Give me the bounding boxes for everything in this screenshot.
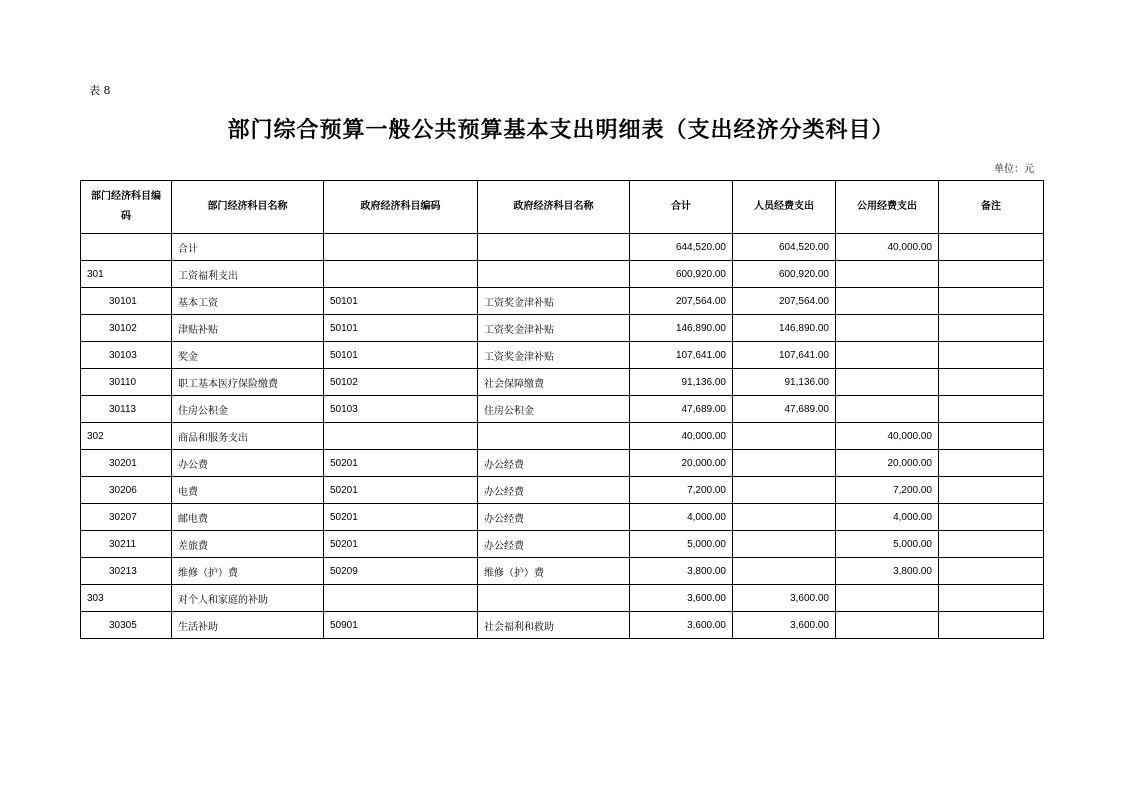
header-note: 备注 [939,181,1044,234]
cell-total: 3,600.00 [630,585,733,612]
cell-total: 47,689.00 [630,396,733,423]
cell-gov-name [478,585,630,612]
cell-personnel: 604,520.00 [733,234,836,261]
header-dept-name: 部门经济科目名称 [172,181,324,234]
cell-public [836,585,939,612]
cell-gov-name: 社会保障缴费 [478,369,630,396]
cell-personnel [733,504,836,531]
cell-note [939,261,1044,288]
cell-total: 644,520.00 [630,234,733,261]
cell-note [939,531,1044,558]
cell-gov-code: 50201 [324,450,478,477]
cell-dept-code: 30103 [81,342,172,369]
cell-dept-name: 电费 [172,477,324,504]
table-row [81,396,1044,423]
cell-total: 146,890.00 [630,315,733,342]
table-row [81,585,1044,612]
cell-dept-code: 30207 [81,504,172,531]
cell-total: 20,000.00 [630,450,733,477]
cell-dept-name: 工资福利支出 [172,261,324,288]
cell-dept-name: 基本工资 [172,288,324,315]
budget-table [80,180,1044,639]
cell-gov-code: 50101 [324,342,478,369]
cell-public: 40,000.00 [836,423,939,450]
cell-gov-name: 工资奖金津补贴 [478,315,630,342]
cell-note [939,423,1044,450]
cell-gov-name [478,234,630,261]
cell-gov-code: 50201 [324,531,478,558]
cell-dept-code: 30201 [81,450,172,477]
table-number: 表 8 [89,84,111,97]
cell-public: 20,000.00 [836,450,939,477]
cell-dept-name: 对个人和家庭的补助 [172,585,324,612]
cell-gov-code [324,234,478,261]
header-total: 合计 [630,181,733,234]
cell-public [836,396,939,423]
cell-total: 91,136.00 [630,369,733,396]
cell-gov-name: 办公经费 [478,504,630,531]
cell-dept-name: 维修（护）费 [172,558,324,585]
cell-personnel [733,558,836,585]
cell-public [836,342,939,369]
cell-dept-name: 合计 [172,234,324,261]
cell-gov-name: 办公经费 [478,450,630,477]
cell-dept-code: 301 [81,261,172,288]
cell-total: 3,600.00 [630,612,733,639]
cell-dept-name: 办公费 [172,450,324,477]
cell-dept-name: 津贴补贴 [172,315,324,342]
cell-personnel: 600,920.00 [733,261,836,288]
cell-dept-name: 邮电费 [172,504,324,531]
cell-total: 5,000.00 [630,531,733,558]
header-gov-code: 政府经济科目编码 [324,181,478,234]
cell-total: 40,000.00 [630,423,733,450]
table-row [81,288,1044,315]
cell-total: 3,800.00 [630,558,733,585]
cell-note [939,504,1044,531]
cell-gov-code: 50901 [324,612,478,639]
cell-gov-code: 50102 [324,369,478,396]
cell-note [939,585,1044,612]
cell-dept-code: 30113 [81,396,172,423]
cell-dept-code: 30101 [81,288,172,315]
table-row [81,261,1044,288]
cell-note [939,477,1044,504]
cell-public [836,315,939,342]
cell-dept-code: 30206 [81,477,172,504]
cell-gov-code [324,585,478,612]
cell-dept-code: 30213 [81,558,172,585]
cell-dept-code: 303 [81,585,172,612]
table-header-row [81,181,1044,234]
cell-gov-code: 50103 [324,396,478,423]
cell-personnel: 207,564.00 [733,288,836,315]
cell-personnel [733,423,836,450]
cell-total: 4,000.00 [630,504,733,531]
cell-note [939,342,1044,369]
cell-note [939,369,1044,396]
table-body [81,234,1044,639]
cell-personnel: 107,641.00 [733,342,836,369]
cell-personnel: 91,136.00 [733,369,836,396]
cell-public: 4,000.00 [836,504,939,531]
cell-public [836,261,939,288]
cell-gov-name: 工资奖金津补贴 [478,288,630,315]
cell-public: 40,000.00 [836,234,939,261]
table-row [81,450,1044,477]
header-dept-code: 部门经济科目编码 [81,181,172,234]
header-public: 公用经费支出 [836,181,939,234]
cell-note [939,234,1044,261]
cell-gov-name: 维修（护）费 [478,558,630,585]
cell-gov-name [478,423,630,450]
cell-personnel: 146,890.00 [733,315,836,342]
table-row [81,612,1044,639]
cell-dept-code: 30305 [81,612,172,639]
cell-note [939,396,1044,423]
cell-personnel [733,531,836,558]
cell-note [939,288,1044,315]
table-row [81,369,1044,396]
cell-gov-name: 工资奖金津补贴 [478,342,630,369]
table-row [81,504,1044,531]
cell-total: 107,641.00 [630,342,733,369]
header-gov-name: 政府经济科目名称 [478,181,630,234]
cell-gov-name: 住房公积金 [478,396,630,423]
cell-personnel: 3,600.00 [733,612,836,639]
cell-personnel [733,450,836,477]
cell-dept-name: 商品和服务支出 [172,423,324,450]
cell-dept-name: 住房公积金 [172,396,324,423]
table-row [81,558,1044,585]
cell-gov-code [324,261,478,288]
cell-gov-code [324,423,478,450]
cell-note [939,612,1044,639]
cell-gov-name: 办公经费 [478,477,630,504]
page-title: 部门综合预算一般公共预算基本支出明细表（支出经济分类科目） [227,118,895,143]
cell-total: 600,920.00 [630,261,733,288]
cell-note [939,315,1044,342]
cell-personnel [733,477,836,504]
cell-dept-code [81,234,172,261]
table-row [81,477,1044,504]
cell-dept-name: 差旅费 [172,531,324,558]
cell-dept-name: 奖金 [172,342,324,369]
cell-gov-code: 50101 [324,288,478,315]
cell-dept-code: 30211 [81,531,172,558]
cell-public [836,288,939,315]
cell-dept-code: 30102 [81,315,172,342]
cell-total: 207,564.00 [630,288,733,315]
table-row [81,315,1044,342]
cell-dept-name: 职工基本医疗保险缴费 [172,369,324,396]
cell-personnel: 47,689.00 [733,396,836,423]
cell-personnel: 3,600.00 [733,585,836,612]
cell-gov-code: 50101 [324,315,478,342]
cell-dept-code: 302 [81,423,172,450]
cell-note [939,450,1044,477]
table-row [81,234,1044,261]
cell-public: 3,800.00 [836,558,939,585]
table-row [81,531,1044,558]
unit-label: 单位：元 [994,164,1034,175]
cell-public [836,369,939,396]
cell-gov-name: 社会福利和救助 [478,612,630,639]
cell-dept-name: 生活补助 [172,612,324,639]
cell-public [836,612,939,639]
table-row [81,423,1044,450]
cell-gov-code: 50209 [324,558,478,585]
cell-gov-code: 50201 [324,477,478,504]
cell-gov-name [478,261,630,288]
cell-public: 7,200.00 [836,477,939,504]
cell-gov-code: 50201 [324,504,478,531]
cell-note [939,558,1044,585]
cell-gov-name: 办公经费 [478,531,630,558]
table-row [81,342,1044,369]
cell-dept-code: 30110 [81,369,172,396]
cell-total: 7,200.00 [630,477,733,504]
header-personnel: 人员经费支出 [733,181,836,234]
cell-public: 5,000.00 [836,531,939,558]
